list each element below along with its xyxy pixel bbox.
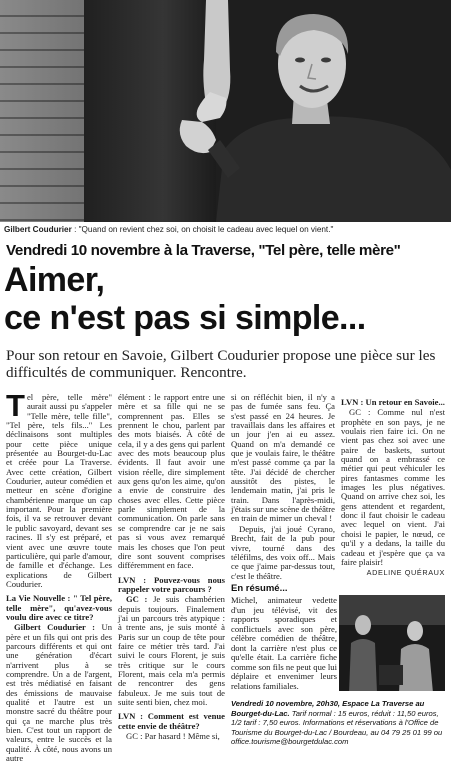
question-3: LVN : Comment est venue cette envie de théâtre? [118,711,225,731]
answer-1 [6,623,112,763]
summary-text: Michel, animateur vedette d'un jeu télévisé, vit des rapports sporadiques et conflictuels avec son père, célèbre comédien de théâtre, dont la carrière n'est plus ce qu'elle était. La carrière fiche comme son fils ne peut que lui déplaire et envenimer leurs relations familiales. [231,595,337,691]
answer-3: GC : Par hasard ! Même si, [126,731,220,742]
event-date: Vendredi 10 novembre, 20h30, Espace La Traverse au Bourget-du-Lac. [231,699,425,718]
scene-photo [339,595,445,691]
paragraph: Depuis, j'ai joué Cyrano, Brecht, fait de la pub pour vivre, tourné dans des téléfilms, des voix off... Mais ce que j'aime par-dessus tout, c'est le théâtre. [231,523,335,581]
kicker: Vendredi 10 novembre à la Traverse, "Tel père, telle mère" [6,242,401,259]
caption-quote: : "Quand on revient chez soi, on choisit le cadeau avec lequel on vient." [74,225,334,234]
answer-1-text: Un père et un fils qui ont pris des parcours différents et qui ont une génération d'écart n'arrivent plus à se comprendre. Un a de l'argent, est très médiatisé en faisant des émissions de mauvaise qualité et l'autre est un monstre sacré du théâtre pour qui ça ne marche plus très bien. C'est tout un rapport de valeurs, entre le succès et la qualité. À côté, nous avons un autre [6,622,113,764]
intro-paragraph [6,388,112,589]
summary-box [231,583,445,691]
drop-cap: T [6,388,25,423]
caption-credit: Gilbert Coudurier [4,225,72,234]
question-1: La Vie Nouvelle : " Tel père, telle mère", qu'avez-vous voulu dire avec ce titre? [6,593,112,622]
column-2 [118,393,225,742]
answer-2-text: Je suis chambérien depuis toujours. Finalement j'ai un parcours très atypique : à trente ans, je suis monté à Paris sur un coup de tête pour faire ce métier très tard. J'ai suivi le cours Florent, je suis très critique sur le cours Florent, mais cela m'a permis de rencontrer des gens fabuleux. Je me suis tout de suite senti bien, chez moi. [118,594,225,707]
question-4: LVN : Un retour en Savoie... [341,397,445,407]
paragraph: si on réfléchit bien, il n'y a pas de fumée sans feu. Ça s'est passé en 24 heures. Je travaillais dans les affaires et un jour j'en ai eu assez. Quand on m'a demandé ce que je voulais faire, le théâtre m'est passé comme ça par la tête. J'ai décidé de chercher aussitôt des pistes, le lendemain matin, j'ai pris le train. Dans l'après-midi, j'étais sur une scène de théâtre en train de mimer un cheval ! [231,392,335,524]
column-4 [341,393,445,568]
article-photo [0,0,451,222]
standfirst: Pour son retour en Savoie, Gilbert Coudurier propose une pièce sur les difficultés de communiquer. Rencontre. [6,347,436,381]
event-details: Tarif normal : 15 euros, réduit : 11,50 euros, 1/2 tarif : 7,50 euros. Informations et réservations à l'Office de Tourisme du Bourget-du-Lac / Bourdeau, au 04 79 25 01 99 ou office.tourisme@bourgetdulac.com [231,708,443,747]
question-2: LVN : Pouvez-vous nous rappeler votre parcours ? [118,574,225,594]
headline-line-1: Aimer, [4,261,105,299]
headline-line-2: ce n'est pas si simple... [4,299,366,337]
answer-2 [118,595,225,707]
author-signature: ADELINE QUÉRAUX [366,568,445,577]
speaker-label: Gilbert Coudurier : [14,622,96,633]
paragraph: élément : le rapport entre une mère et sa fille qui ne se comprennent pas. Elles se prennent le chou, parlent par des mots biaisés. À côté de cela, il y a des gens qui parlent avec des mots beaucoup plus évidents. Il faut avoir une vision réelle, dire simplement aux gens qu'on les aime, qu'on a envie de construire des choses avec elles. Cette pièce parle simplement de la communication. On parle sans se comprendre car je ne sais pas si vous avez remarqué mais les choses que l'on peut dire sont souvent comprises différemment en face. [118,392,225,571]
column-1 [6,388,113,764]
photo-caption [4,225,449,234]
headline [4,261,447,337]
actor-figure [176,0,451,222]
summary-title: En résumé... [231,583,288,594]
event-info [231,699,445,747]
answer-4: GC : Comme nul n'est prophète en son pays, je ne voulais rien faire ici. On ne vient pas chez soi avec une paire de baskets, surtout quand on a embrassé ce métier qui peut véhiculer les pires fantasmes comme les images les plus négatives. Quand on arrive chez soi, les gens attendent et regardent, donc il faut choisir le cadeau avec lequel on vient. J'ai choisi le papier, le nœud, ce qu'il y a dedans, la taille du cadeau et j'espère que ça va faire plaisir! [341,407,445,567]
column-3 [231,393,335,582]
intro-text: el père, telle mère" aurait aussi pu s'appeler "Telle mère, telle fille", "Tel père, tels fils..." Les déclinaisons sont multiples pour cette pièce unique présentée au Bourget-du-Lac et créée pour La Traverse. Avec cette création, Gilbert Coudurier, auteur comédien et metteur en scène d'origine chambérienne marque un cap important. Pour la première fois, il va se retrouver devant le public savoyard, devant ses racines. Il s'y est préparé, et vient avec une œuvre toute particulière, qui parle d'amour, de famille et d'échange. Les explications de Gilbert Coudurier. [6,392,112,589]
speaker-label: GC : [126,594,148,605]
